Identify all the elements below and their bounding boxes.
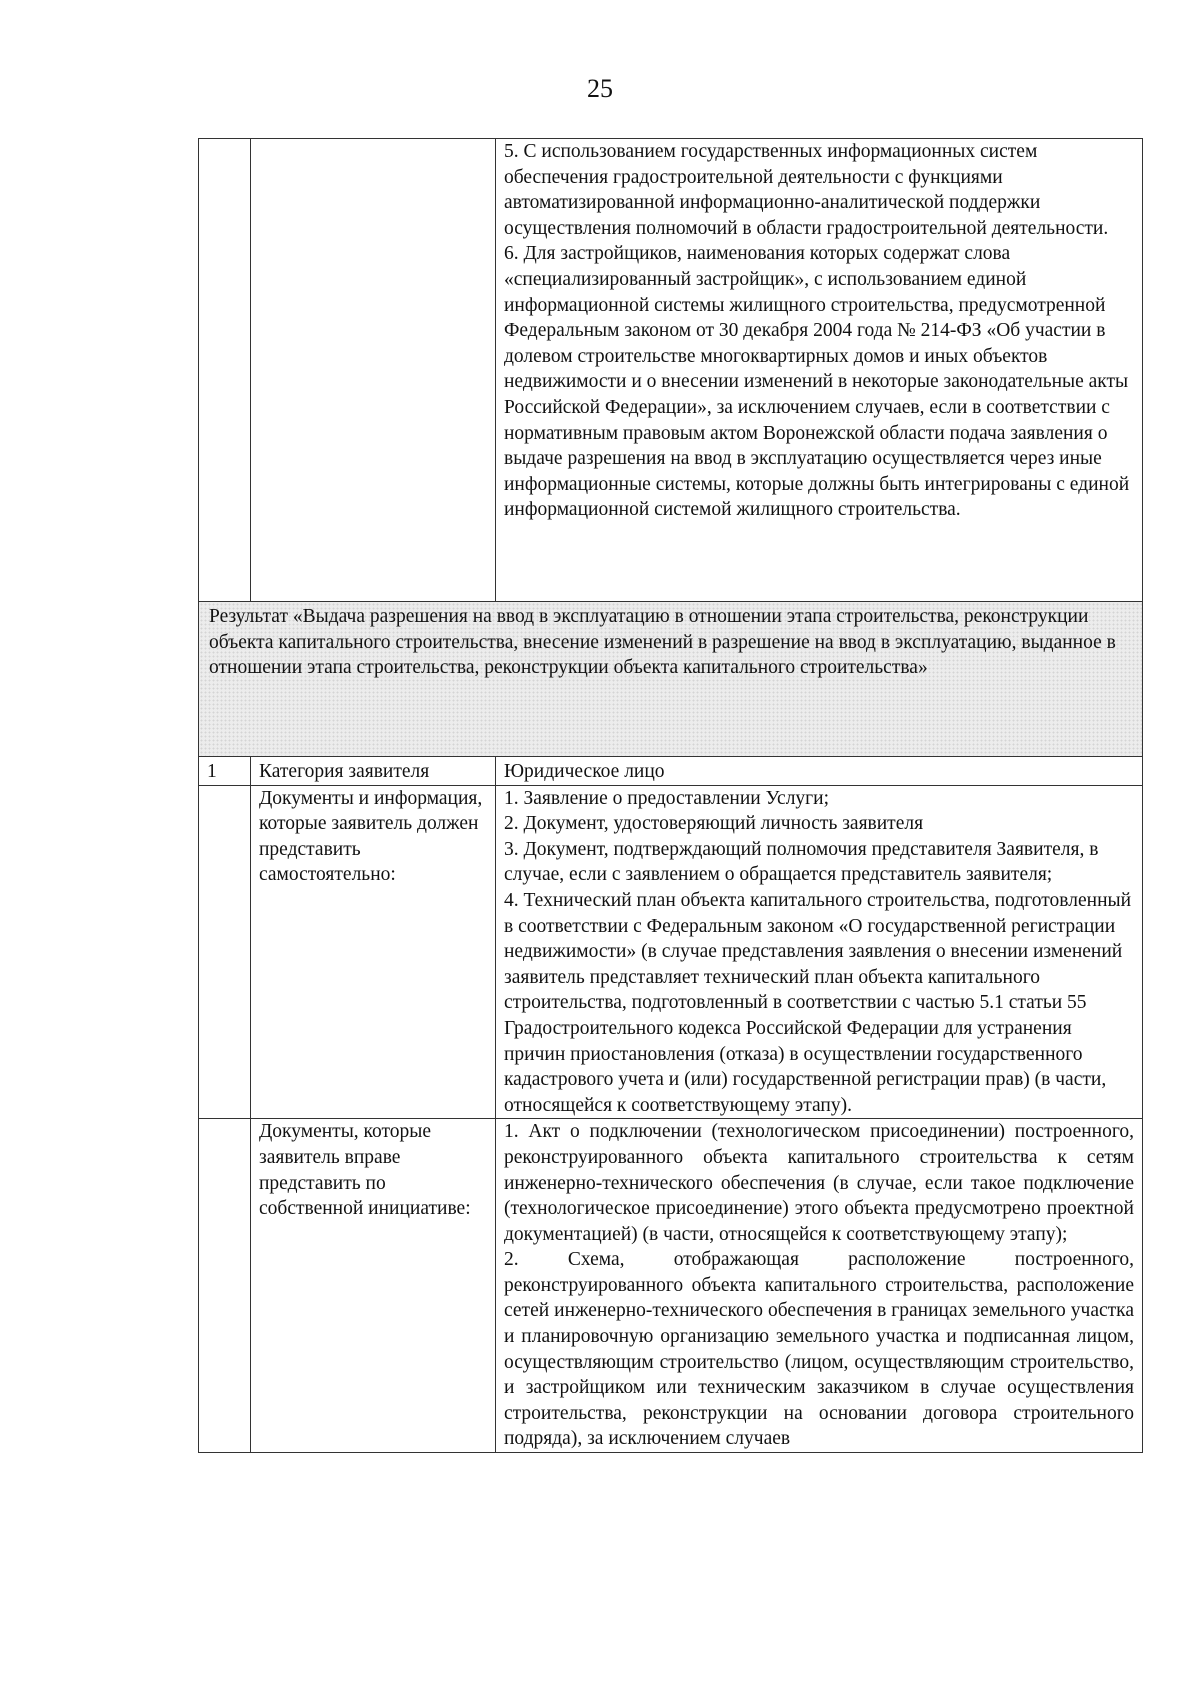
result-heading: Результат «Выдача разрешения на ввод в эксплуатацию в отношении этапа строительства, реконструкции объекта капитального строительства, внесение изменений в разрешение на ввод в эксплуатацию, выданное в отношении этапа строительства, реконструкции объекта капитального строительства» [199,602,1143,757]
documents-initiative-label: Документы, которые заявитель вправе представить по собственной инициативе: [251,1119,496,1453]
method-paragraph: 6. Для застройщиков, наименования которых содержат слова «специализированный застройщик», с использованием единой информационной системы жилищного строительства, предусмотренной Федеральным законом от 30 декабря 2004 года № 214-ФЗ «Об участии в долевом строительстве многоквартирных домов и иных объектов недвижимости и о внесении изменений в некоторые законодательные акты Российской Федерации», за исключением случаев, если в соответствии с нормативным правовым актом Воронежской области подача заявления о выдаче разрешения на ввод в эксплуатацию осуществляется через иные информационные системы, которые должны быть интегрированы с единой информационной системой жилищного строительства. [504,243,1130,521]
label-cell [251,139,496,602]
number-cell [199,1119,251,1453]
list-item: 1. Акт о подключении (технологическом присоединении) построенного, реконструированного объекта капитального строительства к сетям инженерно-технического обеспечения (в случае, если такое подключение (технологическое присоединение) этого объекта предусмотрено проектной документацией) (в части, относящейся к соответствующему этапу); [504,1121,1134,1245]
table-row [199,757,1143,786]
category-value: Юридическое лицо [496,757,1143,786]
documents-initiative-list [496,1119,1143,1453]
services-table [198,138,1143,1453]
table-row [199,1119,1143,1453]
documents-self-list [496,785,1143,1119]
result-heading-row [199,602,1143,757]
methods-cell [496,139,1143,602]
documents-self-label: Документы и информация, которые заявитель должен представить самостоятельно: [251,785,496,1119]
list-item: 1. Заявление о предоставлении Услуги; [504,787,830,809]
category-label: Категория заявителя [251,757,496,786]
table-row [199,785,1143,1119]
list-item: 3. Документ, подтверждающий полномочия представителя Заявителя, в случае, если с заявлением о обращается представитель заявителя; [504,838,1099,886]
row-number: 1 [199,757,251,786]
list-item: 4. Технический план объекта капитального строительства, подготовленный в соответствии с Федеральным законом «О государственной регистрации недвижимости» (в случае представления заявления о внесении изменений заявитель представляет технический план объекта капитального строительства, подготовленный в соответствии с частью 5.1 статьи 55 Градостроительного кодекса Российской Федерации для устранения причин приостановления (отказа) в осуществлении государственного кадастрового учета и (или) государственной регистрации прав) (в части, относящейся к соответствующему этапу). [504,889,1132,1116]
method-paragraph: 5. С использованием государственных информационных систем обеспечения градостроительной деятельности с функциями автоматизированной информационно-аналитической поддержки осуществления полномочий в области градостроительной деятельности. [504,141,1109,239]
table-row [199,139,1143,602]
list-item: 2. Документ, удостоверяющий личность заявителя [504,813,924,835]
list-item: 2. Схема, отображающая расположение построенного, реконструированного объекта капитального строительства, расположение сетей инженерно-технического обеспечения в границах земельного участка и планировочную организацию земельного участка и подписанная лицом, осуществляющим строительство (лицом, осуществляющим строительство, и застройщиком или техническим заказчиком в случае осуществления строительства, реконструкции на основании договора строительного подряда), за исключением случаев [504,1249,1134,1450]
number-cell [199,785,251,1119]
number-cell [199,139,251,602]
page-number: 25 [587,74,613,103]
